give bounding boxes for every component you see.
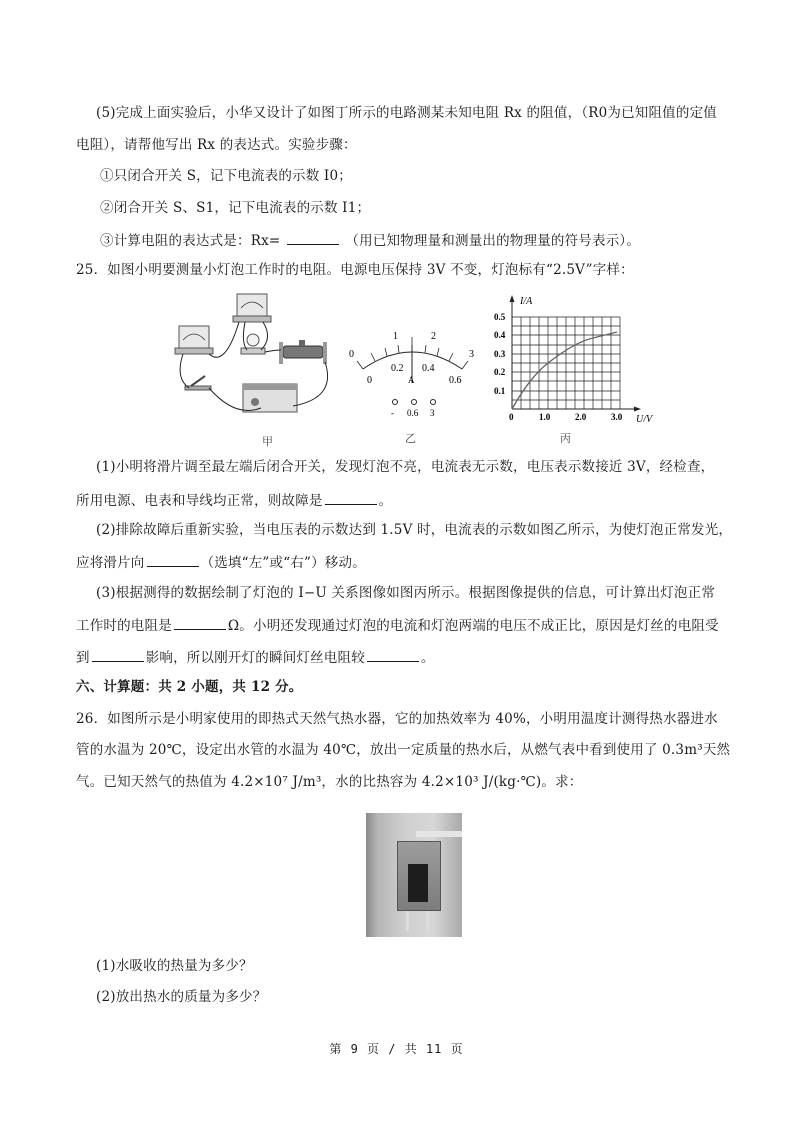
answer-blank[interactable] — [174, 615, 226, 630]
q25-p1-line2 — [76, 490, 392, 510]
svg-text:1: 1 — [393, 331, 398, 342]
figure-caption-bing: 丙 — [560, 432, 571, 445]
q25-p2-prefix: 应将滑片向 — [76, 555, 145, 571]
svg-text:1.0: 1.0 — [539, 412, 551, 422]
q25-p1-prefix: 所用电源、电表和导线均正常，则故障是 — [76, 493, 323, 509]
q25-p2-suffix: （选填“左”或“右”）移动。 — [200, 555, 366, 571]
ammeter-dial-yi — [345, 325, 480, 445]
q25-p3-line1: (3)根据测得的数据绘制了灯泡的 I−U 关系图像如图丙所示。根据图像提供的信息，可计算出灯泡正常 — [96, 585, 716, 601]
figure-caption-yi: 乙 — [405, 432, 416, 445]
q26-line2: 管的水温为 20℃，设定出水管的水温为 40℃，放出一定质量的热水后，从燃气表中看到使用了 0.3m³天然 — [76, 742, 731, 758]
dial-top-0: 0 — [349, 349, 354, 360]
svg-text:2: 2 — [431, 331, 436, 342]
figure-caption-jia: 甲 — [262, 435, 273, 448]
q25-p2-line1: (2)排除故障后重新实验，当电压表的示数达到 1.5V 时，电流表的示数如图乙所示，为使灯泡正常发光， — [96, 522, 733, 538]
q24-step2: ②闭合开关 S、S1，记下电流表的示数 I1； — [100, 200, 371, 216]
pipe — [406, 911, 409, 931]
svg-text:0.6: 0.6 — [407, 408, 419, 418]
q25-p3-line3-prefix: 到 — [76, 650, 90, 666]
q25-p2-line2 — [76, 552, 366, 572]
iu-graph-bing — [480, 292, 660, 447]
svg-text:-: - — [391, 408, 394, 418]
q26-line1: 26．如图所示是小明家使用的即热式天然气热水器，它的加热效率为 40%，小明用温度计测得热水器进水 — [76, 711, 718, 727]
answer-blank[interactable] — [147, 552, 199, 567]
answer-blank[interactable] — [287, 230, 339, 245]
q25-p3-prefix: 工作时的电阻是 — [76, 618, 172, 634]
svg-text:U/V: U/V — [636, 414, 653, 425]
svg-text:0: 0 — [509, 412, 514, 422]
svg-text:3.0: 3.0 — [611, 412, 623, 422]
circuit-figure-jia — [165, 288, 350, 448]
q25-p3-line3-mid: 影响，所以刚开灯的瞬间灯丝电阻较 — [145, 650, 365, 666]
svg-text:0.2: 0.2 — [494, 367, 506, 377]
water-heater-photo — [366, 813, 462, 937]
circuit-diagram-icon — [165, 288, 350, 418]
q24-step3-prefix: ③计算电阻的表达式是：Rx= — [100, 233, 281, 249]
q24-step3-suffix: （用已知物理量和测量出的物理量的符号表示）。 — [345, 233, 641, 249]
q25-p1-line1: (1)小明将滑片调至最左端后闭合开关，发现灯泡不亮，电流表无示数，电压表示数接近 3V，经检查， — [96, 459, 715, 475]
svg-text:3: 3 — [469, 349, 474, 360]
q25-p3-line3-suffix: 。 — [420, 650, 435, 666]
iu-chart — [480, 292, 660, 427]
q26-sub1: (1)水吸收的热量为多少？ — [96, 958, 253, 974]
q26-sub2: (2)放出热水的质量为多少？ — [96, 989, 267, 1005]
svg-text:2.0: 2.0 — [575, 412, 587, 422]
water-heater-icon — [397, 841, 441, 911]
svg-text:0.4: 0.4 — [422, 363, 435, 374]
svg-text:0: 0 — [367, 375, 372, 386]
svg-text:I/A: I/A — [520, 296, 533, 307]
svg-text:A: A — [408, 375, 415, 385]
section-title: 六、计算题：共 2 小题，共 12 分。 — [76, 679, 303, 695]
svg-text:0.1: 0.1 — [494, 386, 506, 396]
pipe — [426, 911, 429, 931]
svg-text:0.5: 0.5 — [494, 312, 506, 322]
answer-blank[interactable] — [92, 647, 144, 662]
q25-p1-suffix: 。 — [378, 493, 393, 509]
q24-part5-line1: (5)完成上面实验后，小华又设计了如图丁所示的电路测某未知电阻 Rx 的阻值，（R0为已知阻值的定值 — [96, 105, 717, 121]
svg-text:0.6: 0.6 — [449, 375, 462, 386]
ammeter-scale-icon — [345, 325, 480, 425]
q25-p3-line2 — [76, 615, 719, 635]
svg-text:0.3: 0.3 — [494, 349, 506, 359]
q26-line3: 气。已知天然气的热值为 4.2×10⁷ J/m³，水的比热容为 4.2×10³ J/(kg·℃)。求： — [76, 774, 583, 790]
svg-text:3: 3 — [430, 408, 435, 418]
q25-p3-suffix: Ω。小明还发现通过灯泡的电流和灯泡两端的电压不成正比，原因是灯丝的电阻受 — [227, 618, 719, 634]
answer-blank[interactable] — [367, 647, 419, 662]
answer-blank[interactable] — [325, 490, 377, 505]
q25-p3-line3 — [76, 647, 435, 667]
control-panel — [408, 864, 428, 902]
q24-step1: ①只闭合开关 S，记下电流表的示数 I0； — [100, 168, 352, 184]
q24-step3 — [100, 230, 640, 250]
page-footer: 第 9 页 / 共 11 页 — [329, 1042, 464, 1056]
svg-text:0.4: 0.4 — [494, 330, 506, 340]
q24-part5-line2: 电阻），请帮他写出 Rx 的表达式。实验步骤： — [76, 137, 357, 153]
svg-text:0.2: 0.2 — [391, 363, 404, 374]
pipe — [416, 831, 462, 837]
q25-stem: 25．如图小明要测量小灯泡工作时的电阻。电源电压保持 3V 不变，灯泡标有“2.5V”字样： — [76, 262, 634, 278]
